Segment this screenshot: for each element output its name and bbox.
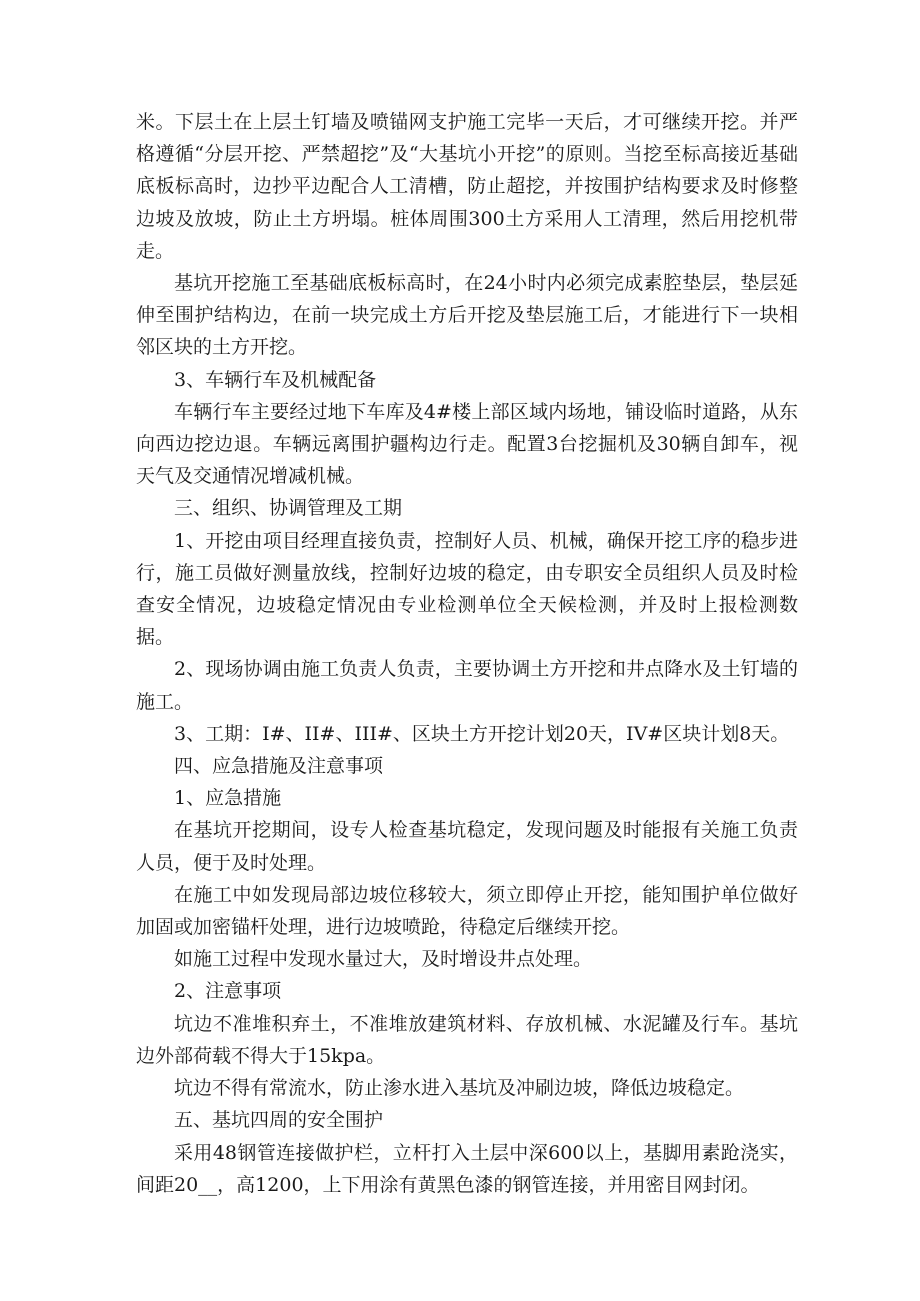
paragraph-pit-edge-water: 坑边不得有常流水，防止渗水进入基坑及冲刷边坡，降低边坡稳定。	[174, 1077, 745, 1100]
paragraph-project-manager: 1、开挖由项目经理直接负责，控制好人员、机械，确保开挖工序的稳步进行，施工员做好测量放线，控制好边坡的稳定，由专职安全员组织人员及时检查安全情况，边坡稳定情况由专业检测单位全天候检测，并及时上报检测数据。	[136, 529, 798, 649]
heading-emergency-measures: 1、应急措施	[174, 787, 282, 810]
paragraph-slope-displacement: 在施工中如发现局部边坡位移较大，须立即停止开挖，能知围护单位做好加固或加密锚杆处理，进行边坡喷跄，待稳定后继续开挖。	[136, 883, 798, 939]
heading-precautions: 2、注意事项	[174, 980, 282, 1003]
document-body	[136, 106, 798, 1201]
paragraph-cushion-layer: 基坑开挖施工至基础底板标高时，在24小时内必须完成素腔垫层，垫层延伸至围护结构边，在前一块完成土方后开挖及垫层施工后，才能进行下一块相邻区块的土方开挖。	[136, 272, 798, 359]
heading-vehicles-machinery: 3、车辆行车及机械配备	[174, 368, 377, 391]
paragraph-schedule: 3、工期：I#、II#、III#、区块土方开挖计划20天，IV#区块计划8天。	[174, 722, 790, 745]
paragraph-guardrail: 采用48钢管连接做护栏，立杆打入土层中深600以上，基脚用素跄浇实，间距20__，高1200，上下用涂有黄黑色漆的钢管连接，并用密目网封闭。	[136, 1141, 798, 1196]
paragraph-pit-edge-load: 坑边不准堆积弃土，不准堆放建筑材料、存放机械、水泥罐及行车。基坑边外部荷载不得大于15kpa。	[136, 1012, 798, 1067]
heading-emergency-notes: 四、应急措施及注意事项	[174, 755, 384, 778]
paragraph-excavation-method: 米。下层土在上层土钉墙及喷锚网支护施工完毕一天后，才可继续开挖。并严格遵循“分层开挖、严禁超挖”及“大基坑小开挖”的原则。当挖至标高接近基础底板标高时，边抄平边配合人工清槽，防止超挖，并按围护结构要求及时修整边坡及放坡，防止土方坍塌。桩体周围300土方采用人工清理，然后用挖机带走。	[136, 111, 798, 262]
paragraph-vehicles-machinery: 车辆行车主要经过地下车库及4#楼上部区域内场地，铺设临时道路，从东向西边挖边退。车辆远离围护疆构边行走。配置3台挖掘机及30辆自卸车，视天气及交通情况增减机械。	[136, 400, 798, 488]
heading-safety-enclosure: 五、基坑四周的安全围护	[174, 1109, 384, 1132]
paragraph-water-volume: 如施工过程中发现水量过大，及时增设井点处理。	[174, 948, 593, 971]
paragraph-stability-inspection: 在基坑开挖期间，设专人检查基坑稳定，发现问题及时能报有关施工负责人员，便于及时处理。	[136, 819, 798, 874]
paragraph-site-coordination: 2、现场协调由施工负责人负责，主要协调土方开挖和井点降水及土钉墙的施工。	[136, 658, 798, 713]
heading-organization-schedule: 三、组织、协调管理及工期	[174, 497, 403, 520]
